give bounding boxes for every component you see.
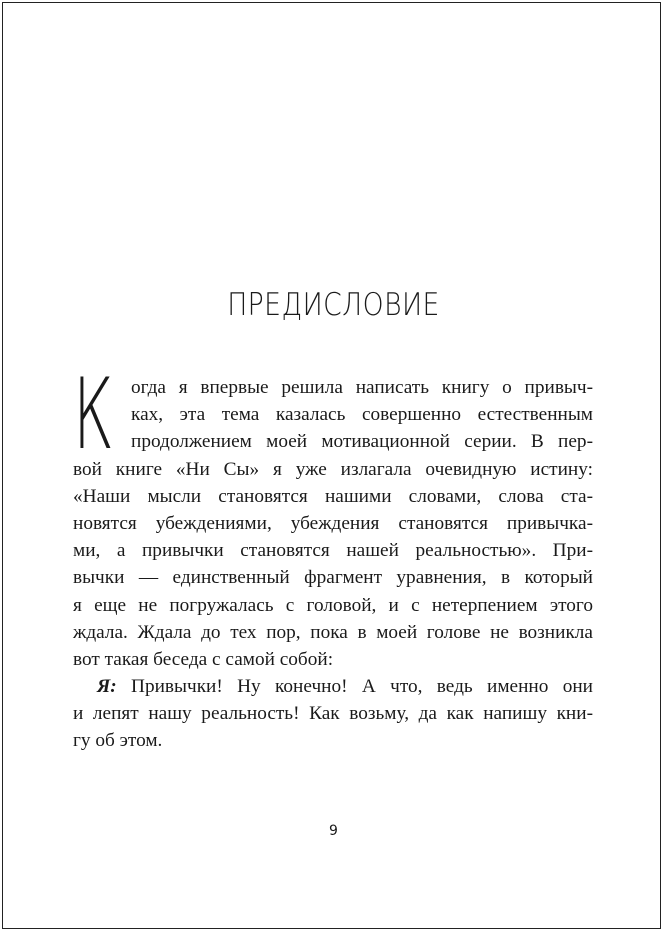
text-line: ках, эта тема казалась совершенно естественным — [131, 404, 593, 426]
text-line: ждала. Ждала до тех пор, пока в моей голове не возникла — [73, 621, 593, 643]
text-line: вой книге «Ни Сы» я уже излагала очевидную истину: — [73, 458, 593, 480]
body-text — [73, 374, 593, 755]
drop-cap: К — [73, 358, 114, 472]
dialogue-line — [73, 673, 593, 700]
text-line: «Наши мысли становятся нашими словами, слова ста- — [73, 485, 593, 507]
text-line: я еще не погружалась с головой, и с нетерпением этого — [73, 594, 593, 616]
page-number: 9 — [329, 823, 338, 839]
speaker-label: Я: — [97, 676, 117, 698]
text-line: вот такая беседа с самой собой: — [73, 648, 334, 670]
text-line: новятся убеждениями, убеждения становятся привычка- — [73, 512, 593, 534]
text-line: ми, а привычки становятся нашей реальностью». При- — [73, 540, 593, 562]
chapter-title: ПРЕДИСЛОВИЕ — [227, 287, 440, 323]
dialogue-text: Привычки! Ну конечно! А что, ведь именно они — [116, 676, 593, 698]
text-line: гу об этом. — [73, 730, 163, 752]
text-line: огда я впервые решила написать книгу о привыч- — [131, 377, 593, 398]
text-line: вычки — единственный фрагмент уравнения, в который — [73, 567, 593, 589]
text-line: продолжением моей мотивационной серии. В пер- — [131, 431, 593, 453]
book-page — [2, 2, 661, 929]
text-line: и лепят нашу реальность! Как возьму, да как напишу кни- — [73, 703, 593, 725]
